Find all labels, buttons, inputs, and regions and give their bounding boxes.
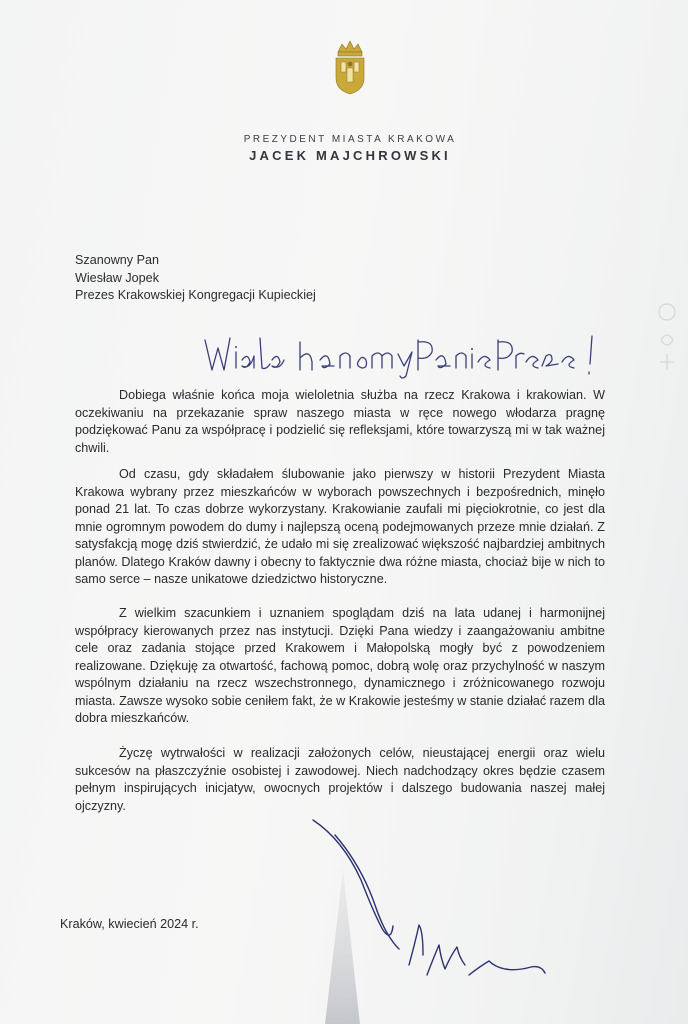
handwritten-signature xyxy=(305,815,575,995)
letter-paragraph-4: Życzę wytrwałości w realizacji założonych celów, nieustającej energii oraz wielu sukcesów na płaszczyźnie osobistej i zawodowej. Niech nadchodzący okres będzie czasem pełnym inspirujących inicjatyw, owocnych projektów i dalszego budowania naszej małej ojczyzny. xyxy=(75,746,605,813)
letter-paragraph-3: Z wielkim szacunkiem i uznaniem spoglądam dziś na lata udanej i harmonijnej współpracy kierowanych przez nas instytucji. Dzięki Pana wiedzy i zaangażowaniu ambitne cele oraz zadania stojące przed Krakowem i Małopolską mogły być z powodzeniem realizowane. Dziękuję za otwartość, fachową pomoc, dobrą wolę oraz przychylność w naszym wspólnym działaniu na rzecz wszechstronnego, dynamicznego i zróżnicowanego rozwoju miasta. Zawsze wysoko sobie ceniłem fakt, że w Krakowie jesteśmy w stanie działać razem dla dobra mieszkańców. xyxy=(75,606,605,725)
krakow-crest-logo xyxy=(330,38,370,96)
place-and-date: Kraków, kwiecień 2024 r. xyxy=(60,917,199,931)
paper-edge-watermark xyxy=(652,290,682,380)
letter-paragraph-2: Od czasu, gdy składałem ślubowanie jako pierwszy w historii Prezydent Miasta Krakowa wybrany przez mieszkańców w wyborach powszechnych i bezpośrednich, minęło ponad 21 lat. To czas dobrze wykorzystany. Krakowianie zaufali mi pięciokrotnie, co jest dla mnie ogromnym powodem do dumy i najlepszą oceną podejmowanych przeze mnie działań. Z satysfakcją mogę dziś stwierdzić, że udało mi się zrealizować większość najbardziej ambitnych planów. Dlatego Kraków dawny i obecny to faktycznie dwa różne miasta, chociaż bije w nich to samo serce – nasze unikatowe dziedzictwo historyczne. xyxy=(75,467,605,586)
letterhead-name: JACEK MAJCHROWSKI xyxy=(249,148,451,163)
handwritten-greeting xyxy=(200,330,600,380)
letterhead-title: PREZYDENT MIASTA KRAKOWA xyxy=(243,134,457,145)
addressee-block xyxy=(75,252,316,305)
letter-paragraph-1: Dobiega właśnie końca moja wieloletnia służba na rzecz Krakowa i krakowian. W oczekiwaniu na przekazanie spraw naszego miasta w ręce nowego włodarza pragnę podziękować Panu za współpracę i podzielić się refleksjami, które towarzyszą mi w tak ważnej chwili. xyxy=(75,388,605,455)
addressee-role: Prezes Krakowskiej Kongregacji Kupieckiej xyxy=(75,288,316,302)
addressee-name: Wiesław Jopek xyxy=(75,270,159,285)
addressee-salutation: Szanowny Pan xyxy=(75,253,160,267)
